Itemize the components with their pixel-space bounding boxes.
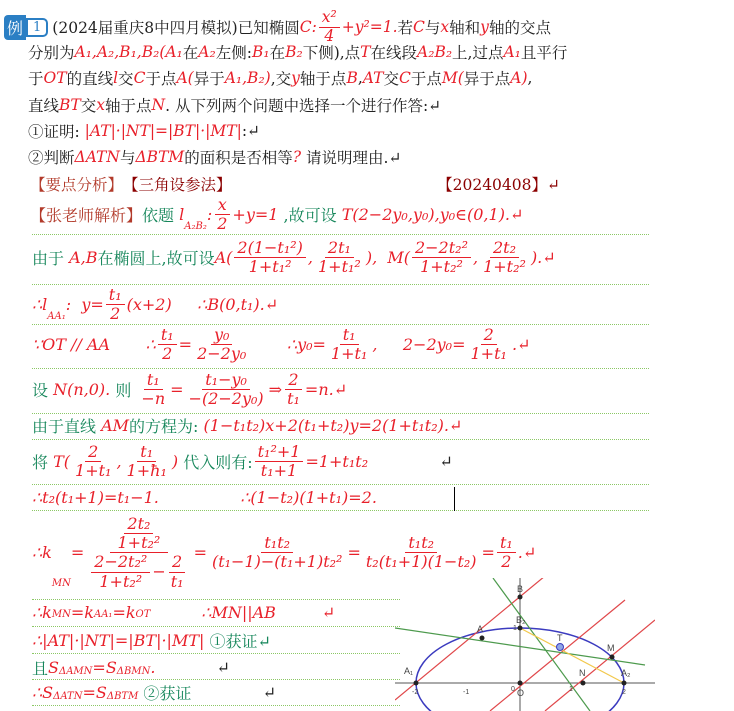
fraction-denominator: t₁+1 (260, 461, 298, 481)
fraction-numerator: t₁t₂ (261, 534, 293, 553)
fraction (186, 371, 267, 409)
fraction-denominator: t₂(t₁+1)(1−t₂) (365, 552, 477, 572)
text: 轴的交点 (488, 19, 551, 38)
fraction-numerator: 2t₁ (325, 239, 354, 258)
fraction-denominator: 2 (110, 304, 121, 324)
fraction-denominator: 1+t₂² (483, 257, 526, 277)
dotted-divider (32, 284, 649, 285)
text: 代入则有: (178, 453, 253, 473)
math-text: , (473, 248, 479, 268)
subscript: ΔBMN (116, 665, 151, 677)
text: 请说明理由.↵ (301, 149, 402, 167)
math-text: . (150, 657, 156, 677)
text: 交 (80, 97, 97, 115)
math-text: +y=1 (232, 205, 279, 225)
math-text: = (193, 543, 207, 563)
fraction-denominator: 2 (217, 214, 228, 234)
problem-line-4 (28, 94, 441, 116)
math-text: C (413, 18, 425, 37)
fraction (255, 443, 304, 481)
fraction-denominator: 1+t₂² (117, 532, 161, 552)
text: 与 (424, 19, 441, 38)
method-label: 【三角设参法】 (123, 176, 232, 194)
dotted-divider (32, 705, 400, 706)
math-text: B (346, 69, 358, 87)
analysis-line (30, 173, 560, 195)
dotted-divider (32, 439, 649, 440)
math-text: = (170, 380, 184, 400)
label-t: T (557, 633, 563, 643)
point-n (581, 681, 586, 686)
text: ↵ (191, 682, 277, 702)
math-text: ∴k (32, 543, 52, 563)
problem-line-3 (28, 67, 532, 89)
fraction (284, 371, 303, 409)
subscript: MN (51, 608, 71, 620)
fraction (115, 515, 164, 553)
text: 与 (119, 149, 136, 167)
text: 的直线 (66, 70, 114, 88)
example-badge-number: 1 (26, 18, 48, 37)
label-o: O (517, 688, 525, 698)
dotted-divider (32, 484, 649, 485)
dotted-divider (32, 324, 649, 325)
fraction-denominator: 2 (501, 552, 512, 572)
fraction (194, 326, 249, 364)
math-text: l (179, 205, 185, 225)
fraction-denominator: 1+t₂² (420, 257, 463, 277)
fraction (412, 239, 471, 277)
text: 轴于点 (299, 70, 347, 88)
math-text: ∴l (32, 295, 48, 315)
label-a2: A₂ (621, 668, 631, 678)
fraction (168, 553, 187, 591)
date-tag: 【20240408】↵ (437, 176, 560, 194)
solution-line (32, 414, 462, 437)
fraction-denominator: 1+ħ₁ (126, 461, 167, 481)
fraction-numerator: 2 (285, 371, 301, 390)
text: 异于点 (463, 70, 511, 88)
fraction-numerator: 2 (481, 326, 497, 345)
math-text: (x+2) ∴B(0,t₁).↵ (126, 295, 279, 315)
math-text: .↵ (517, 543, 537, 563)
fraction-denominator: t₁ (170, 571, 184, 591)
math-text: − (152, 561, 166, 581)
math-text: ∴k (32, 602, 52, 622)
text: 交 (118, 70, 134, 88)
math-text: C: (299, 18, 317, 37)
math-text: =S (92, 657, 117, 677)
text: 直线 (28, 97, 60, 115)
math-text: B₂ (285, 43, 303, 61)
fraction-numerator: x² (319, 9, 340, 28)
label-n: N (579, 668, 586, 678)
math-text: l (113, 69, 119, 87)
fraction (138, 371, 168, 409)
math-text: S (48, 657, 59, 677)
text: 在椭圆上,故可设 (97, 249, 215, 269)
tick-y-1: 1 (513, 625, 517, 632)
math-text: N (151, 96, 166, 114)
dotted-divider (32, 510, 649, 511)
label-a: A (477, 624, 484, 634)
math-text: ΔBTM (135, 148, 185, 166)
math-text: A( (214, 248, 233, 268)
text: 的方程为: (129, 416, 204, 436)
fraction (328, 326, 370, 364)
solution-line (32, 326, 530, 364)
math-text: ∴y₀= (251, 335, 326, 355)
fraction-numerator: 2 (85, 443, 101, 462)
example-badge-label: 例 (4, 15, 26, 40)
text: 由于 (32, 249, 70, 269)
solution-line (32, 681, 276, 704)
subscript: AA₁ (93, 608, 113, 620)
fraction-denominator: 1+t₁² (248, 257, 292, 277)
fraction (480, 239, 529, 277)
subscript: A₂B₂ (184, 220, 207, 232)
fraction (209, 534, 346, 572)
text: 依题 (142, 206, 180, 226)
math-text: =1+t₁t₂ (305, 452, 369, 472)
point-a2 (622, 681, 627, 686)
math-text: B₁ (251, 43, 270, 61)
math-text: = (481, 543, 495, 563)
math-text: = (70, 543, 85, 563)
text: (2024届重庆8中四月模拟)已知椭圆 (52, 19, 300, 38)
fraction (315, 239, 364, 277)
solution-line (32, 629, 271, 652)
math-text: M( (441, 69, 464, 87)
text: 异于 (193, 70, 225, 88)
dotted-divider (32, 653, 400, 654)
math-text: T (360, 43, 371, 61)
math-text: , (116, 452, 122, 472)
label-a1: A₁ (404, 666, 414, 676)
math-text: ).↵ (530, 248, 556, 268)
solution-line (32, 239, 556, 277)
fraction-numerator: t₁ (144, 371, 163, 390)
math-text: A₂B₂ (417, 43, 453, 61)
text: 在 (182, 44, 199, 62)
math-text: ), M( (365, 248, 410, 268)
problem-line-6 (28, 146, 401, 168)
text: 左侧: (215, 44, 252, 62)
fraction-denominator (86, 553, 191, 591)
solution-line (32, 488, 377, 507)
text: ②获证 (138, 683, 192, 703)
ellipse-diagram (395, 578, 655, 711)
fraction-denominator: 1+t₂² (99, 571, 143, 591)
math-text: .↵ (511, 335, 531, 355)
fraction-denominator: −(2−2y₀) (188, 389, 264, 409)
text: ①证明: (28, 123, 85, 141)
text: 在线段 (370, 44, 418, 62)
fraction-numerator: t₁ (106, 286, 125, 305)
point-b (518, 595, 523, 600)
text: 于点 (410, 70, 442, 88)
text: 交 (383, 70, 399, 88)
point-o (518, 681, 523, 686)
tick-2: 2 (622, 689, 626, 696)
fraction-numerator: 2−2t₂² (91, 553, 150, 572)
subscript: AA₁ (47, 310, 66, 322)
text: 分别为 (28, 44, 75, 62)
text: 且 (32, 658, 49, 678)
math-text: |AT|·|NT|=|BT|·|MT| (84, 122, 242, 140)
fraction (86, 515, 191, 592)
fraction (91, 553, 150, 591)
dotted-divider (32, 413, 649, 414)
subscript: ΔBTM (106, 690, 139, 702)
math-text: = (178, 335, 193, 355)
point-b2 (518, 626, 523, 631)
text: 将 (32, 453, 54, 473)
text: 下侧),点 (302, 44, 361, 62)
point-t (557, 644, 564, 651)
math-text: OT (43, 69, 67, 87)
subscript: OT (135, 608, 151, 620)
fraction-denominator: 2 (162, 344, 173, 364)
text: ↵ (155, 657, 230, 677)
problem-line-2 (28, 41, 567, 63)
fraction-denominator: 1+t₁² (318, 257, 361, 277)
subscript: ΔATN (53, 690, 83, 702)
math-text: , 2−2y₀= (372, 335, 466, 355)
fraction-numerator: t₁ (137, 443, 156, 462)
text: ↵ (368, 452, 453, 472)
math-text: ) (171, 452, 179, 472)
text: , (357, 69, 363, 87)
math-text: =k (112, 602, 136, 622)
fraction (363, 534, 480, 572)
math-text: ∴|AT|·|NT|=|BT|·|MT| (32, 630, 205, 650)
math-text: x (96, 96, 106, 114)
math-text: A) (510, 69, 528, 87)
fraction-numerator: t₁ (497, 534, 516, 553)
fraction-numerator: t₁ (158, 326, 177, 345)
text: ,交 (270, 70, 292, 88)
math-text: , (307, 248, 313, 268)
fraction-numerator: t₁ (340, 326, 359, 345)
text: 的面积是否相等 (184, 149, 293, 167)
fraction-numerator: 2t₂ (490, 239, 519, 258)
fraction-numerator: x (215, 196, 230, 215)
text: 【张老师解析】 (30, 206, 143, 226)
subscript: MN (51, 578, 71, 590)
fraction-numerator: 2(1−t₁²) (234, 239, 306, 258)
fraction-denominator: 1+t₁ (75, 461, 112, 481)
fraction (158, 326, 177, 364)
fraction-denominator: −n (141, 389, 166, 409)
text: :↵ (241, 122, 261, 140)
math-text: A₁,B₂) (224, 69, 271, 87)
fraction-numerator: t₁−y₀ (202, 371, 250, 390)
fraction-numerator: t₁²+1 (255, 443, 304, 462)
text-cursor (454, 487, 455, 511)
example-badge (4, 15, 48, 40)
math-text: : y= (65, 295, 104, 315)
math-text: AM (101, 415, 130, 435)
solution-line (32, 286, 278, 324)
fraction-denominator: (t₁−1)−(t₁+1)t₂² (211, 552, 343, 572)
math-text: ∴S (32, 682, 54, 702)
text: . 从下列两个问题中选择一个进行作答:↵ (165, 97, 442, 115)
problem-line-5 (28, 120, 260, 142)
point-a (480, 636, 485, 641)
fraction-numerator: t₁t₂ (405, 534, 437, 553)
math-text: ⇒ (268, 380, 283, 400)
text: 若 (397, 19, 414, 38)
dotted-divider (32, 234, 649, 235)
math-text: A₁,A₂,B₁,B₂(A₁ (74, 43, 183, 61)
fraction-denominator: t₁ (287, 389, 300, 409)
solution-line (32, 656, 230, 679)
math-text: ΔATN (74, 148, 120, 166)
math-text: AT (362, 69, 384, 87)
math-text: A,B (69, 248, 98, 268)
text: , (527, 69, 533, 87)
math-text: A( (176, 69, 194, 87)
math-text: A₁ (503, 43, 521, 61)
fraction (72, 443, 114, 481)
dotted-divider (32, 599, 400, 600)
fraction-numerator: 2−2t₂² (412, 239, 471, 258)
subscript: ΔAMN (58, 665, 93, 677)
solution-line (32, 603, 335, 622)
math-text: y (480, 18, 489, 37)
math-text: =n.↵ (304, 380, 348, 400)
tick-minus-1: -1 (463, 689, 470, 696)
point-m (610, 655, 615, 660)
label-b2: B₂ (516, 615, 526, 625)
math-text: (1−t₁t₂)x+2(t₁+t₂)y=2(1+t₁t₂).↵ (203, 415, 463, 435)
dotted-divider (32, 626, 400, 627)
fraction (497, 534, 516, 572)
math-text: x (440, 18, 450, 37)
dotted-divider (32, 679, 400, 680)
text: ,故可设 (278, 206, 342, 226)
math-text: T( (53, 452, 71, 472)
text: ②判断 (28, 149, 75, 167)
fraction-denominator: 4 (324, 26, 335, 45)
fraction-numerator (110, 515, 169, 554)
fraction-numerator: 2t₂ (124, 515, 153, 534)
text: 于点 (145, 70, 177, 88)
line-o-t (490, 600, 625, 711)
fraction-numerator: 2 (169, 553, 185, 572)
text: ①获证↵ (204, 631, 271, 651)
math-text: =k (70, 602, 94, 622)
fraction-denominator: 1+t₁ (470, 344, 507, 364)
math-text: =S (82, 682, 107, 702)
point-a1 (414, 681, 419, 686)
text: 轴和 (449, 19, 481, 38)
text: 上,过点 (452, 44, 504, 62)
text: 且平行 (520, 44, 568, 62)
math-text: C (133, 69, 146, 87)
solution-line (32, 371, 347, 409)
text: 在 (269, 44, 286, 62)
label-b: B (517, 584, 524, 594)
math-text: T(2−2y₀,y₀),y₀∈(0,1).↵ (341, 205, 524, 225)
segment-b2-a2 (520, 628, 624, 683)
tick-minus-2: -2 (412, 689, 419, 696)
fraction (106, 286, 125, 324)
math-text: N(n,0). (53, 380, 111, 400)
fraction-numerator: y₀ (211, 326, 232, 345)
fraction-denominator: 1+t₁ (330, 344, 368, 364)
math-text: y (291, 69, 300, 87)
text: 则 (110, 381, 137, 401)
text: 设 (32, 381, 54, 401)
text: 于 (28, 70, 44, 88)
solution-line (30, 196, 523, 234)
fraction-denominator: 2−2y₀ (197, 344, 247, 364)
math-text: +y²=1. (341, 18, 398, 37)
tick-1: 1 (569, 686, 573, 693)
math-text: A₂ (198, 43, 216, 61)
math-text: ∵OT // AA ∴ (32, 335, 156, 355)
math-text: : (206, 205, 213, 225)
fraction (124, 443, 170, 481)
text: 轴于点 (105, 97, 152, 115)
math-text: BT (59, 96, 81, 114)
math-text: ? (292, 148, 302, 166)
fraction (468, 326, 510, 364)
text: 由于直线 (32, 416, 102, 436)
dotted-divider (32, 368, 649, 369)
tick-zero: 0 (511, 686, 515, 693)
math-text: = (347, 543, 361, 563)
label-m: M (607, 643, 615, 653)
fraction (214, 196, 230, 234)
math-text: C (398, 69, 411, 87)
math-text: ∴t₂(t₁+1)=t₁−1. ∴(1−t₂)(1+t₁)=2. (32, 487, 377, 507)
solution-line (32, 443, 453, 481)
analysis-label: 【要点分析】 (30, 176, 124, 194)
math-text: ∴MN||AB ↵ (150, 602, 336, 622)
fraction (234, 239, 306, 277)
